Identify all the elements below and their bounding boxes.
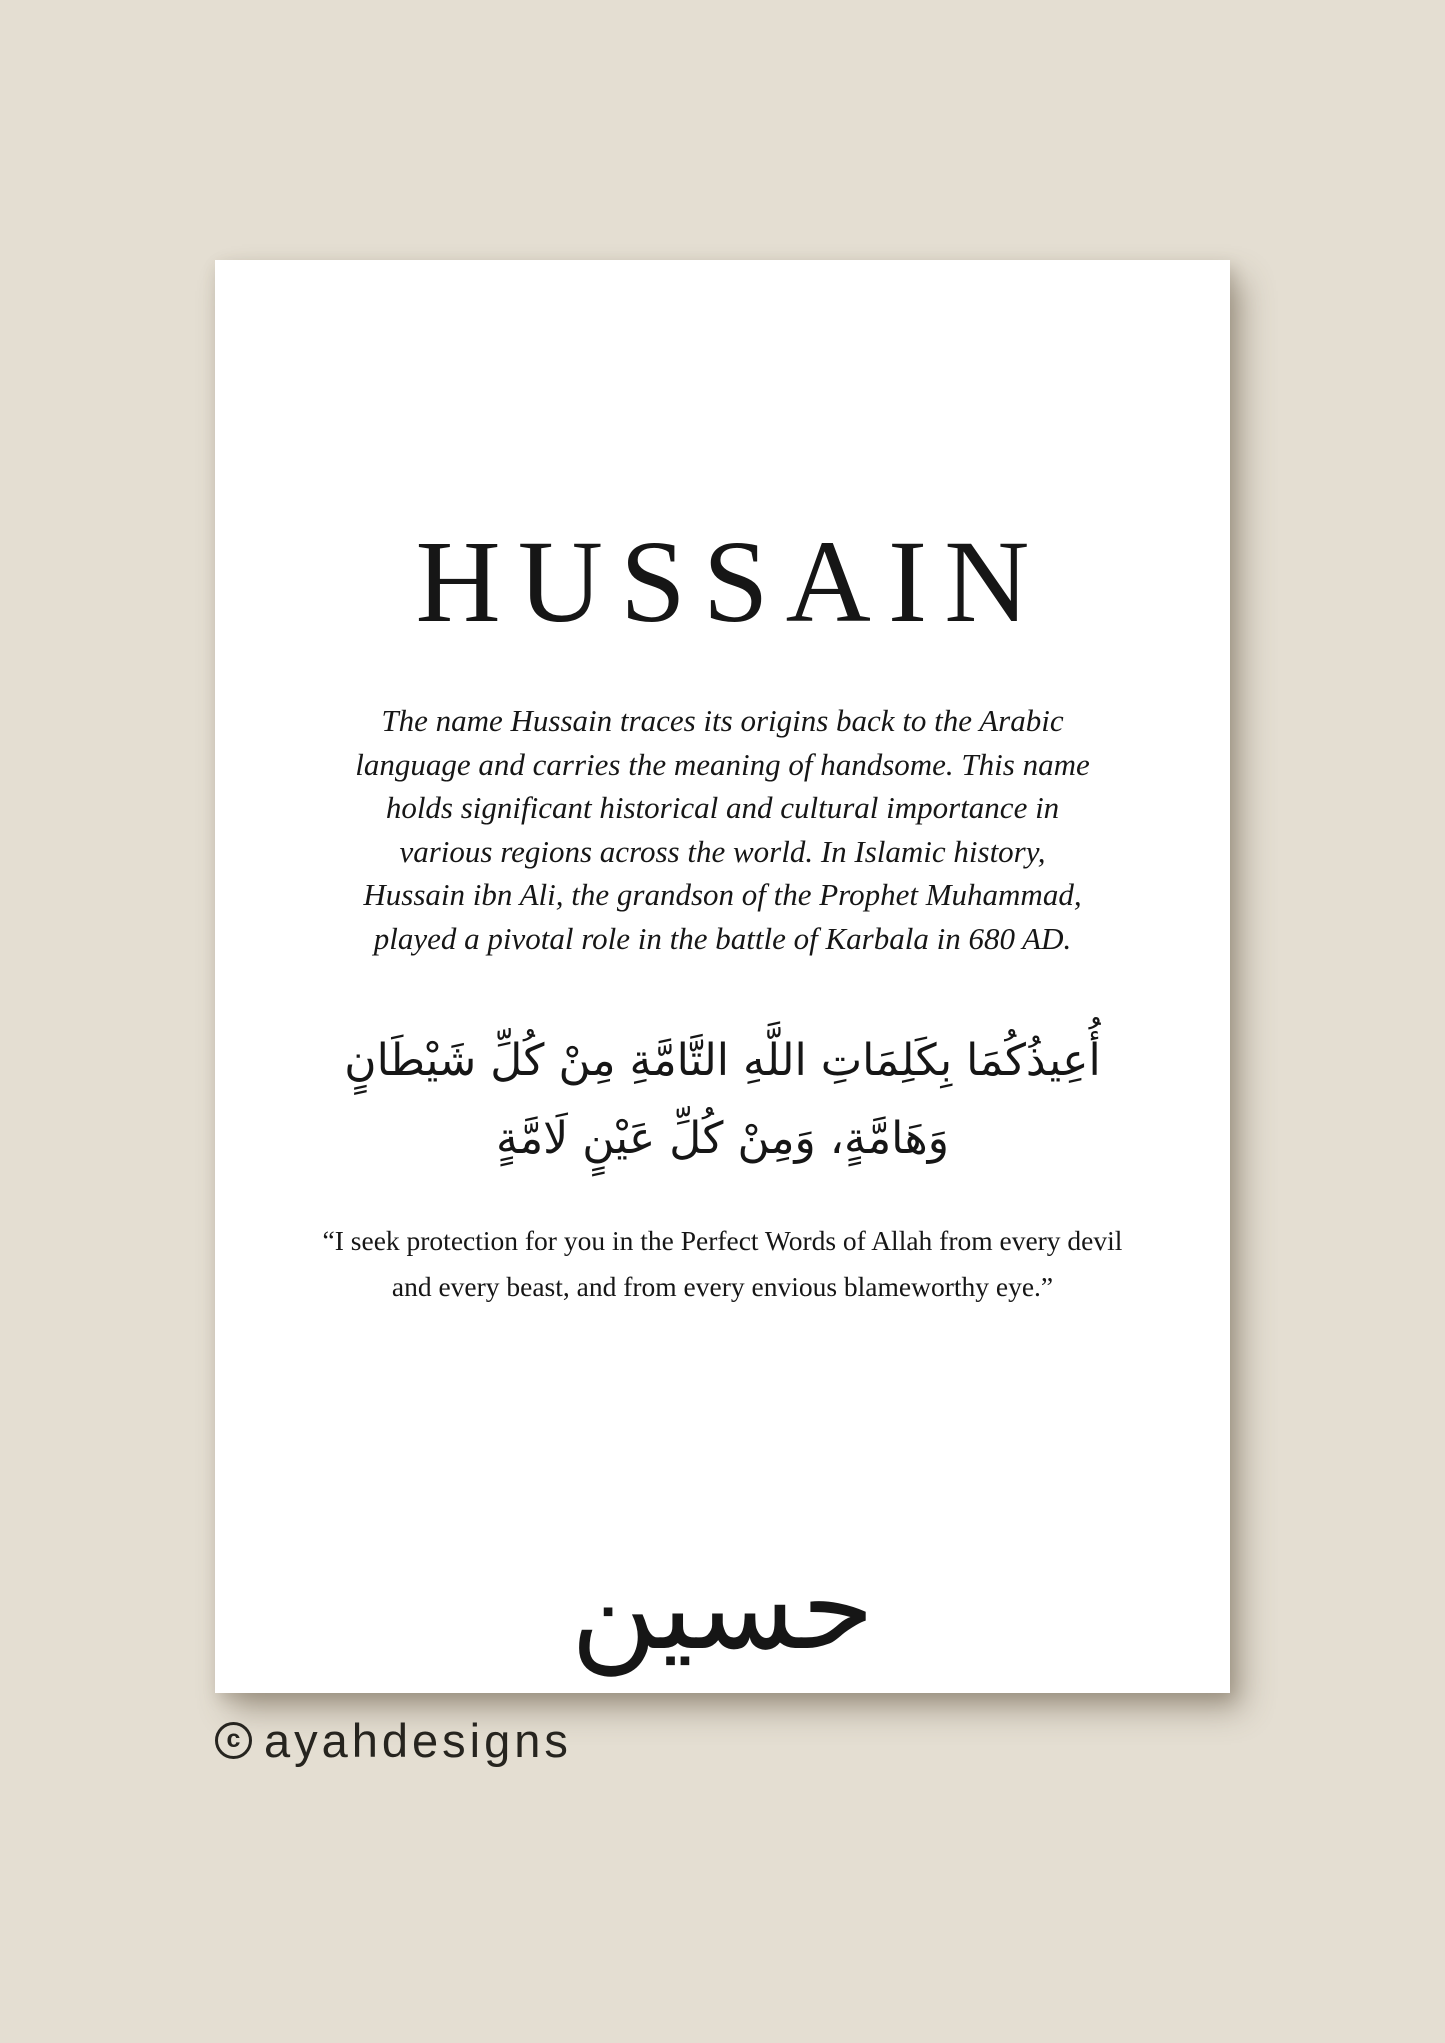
watermark-brand-text: ayahdesigns (264, 1713, 572, 1767)
dua-translation (215, 1218, 1230, 1310)
translation-line: “I seek protection for you in the Perfect Words of Allah from every devil (322, 1225, 1123, 1256)
name-meaning-paragraph (215, 699, 1230, 960)
paragraph-line: holds significant historical and cultural importance in (385, 790, 1060, 825)
paragraph-line: played a pivotal role in the battle of Karbala in 680 AD. (373, 920, 1072, 956)
poster-title: HUSSAIN (415, 516, 1047, 647)
poster-card (215, 260, 1230, 1693)
paragraph-line: language and carries the meaning of handsome. This name (355, 746, 1090, 782)
translation-line: and every beast, and from every envious blameworthy eye.” (391, 1271, 1054, 1302)
paragraph-line: Hussain ibn Ali, the grandson of the Prophet Muhammad, (363, 877, 1082, 912)
arabic-dua-line: أُعِيذُكُمَا بِكَلِمَاتِ اللَّهِ التَّامَّةِ مِنْ كُلِّ شَيْطَانٍ (344, 1035, 1101, 1086)
copyright-icon: c (215, 1722, 252, 1759)
arabic-dua (215, 1022, 1230, 1178)
arabic-dua-line: وَهَامَّةٍ، وَمِنْ كُلِّ عَيْنٍ لَامَّةٍ (495, 1113, 950, 1164)
paragraph-line: The name Hussain traces its origins back to the Arabic (381, 703, 1064, 738)
arabic-name-calligraphy: حسين (570, 1538, 875, 1676)
paragraph-line: various regions across the world. In Islamic history, (399, 833, 1046, 869)
watermark (215, 1711, 572, 1769)
